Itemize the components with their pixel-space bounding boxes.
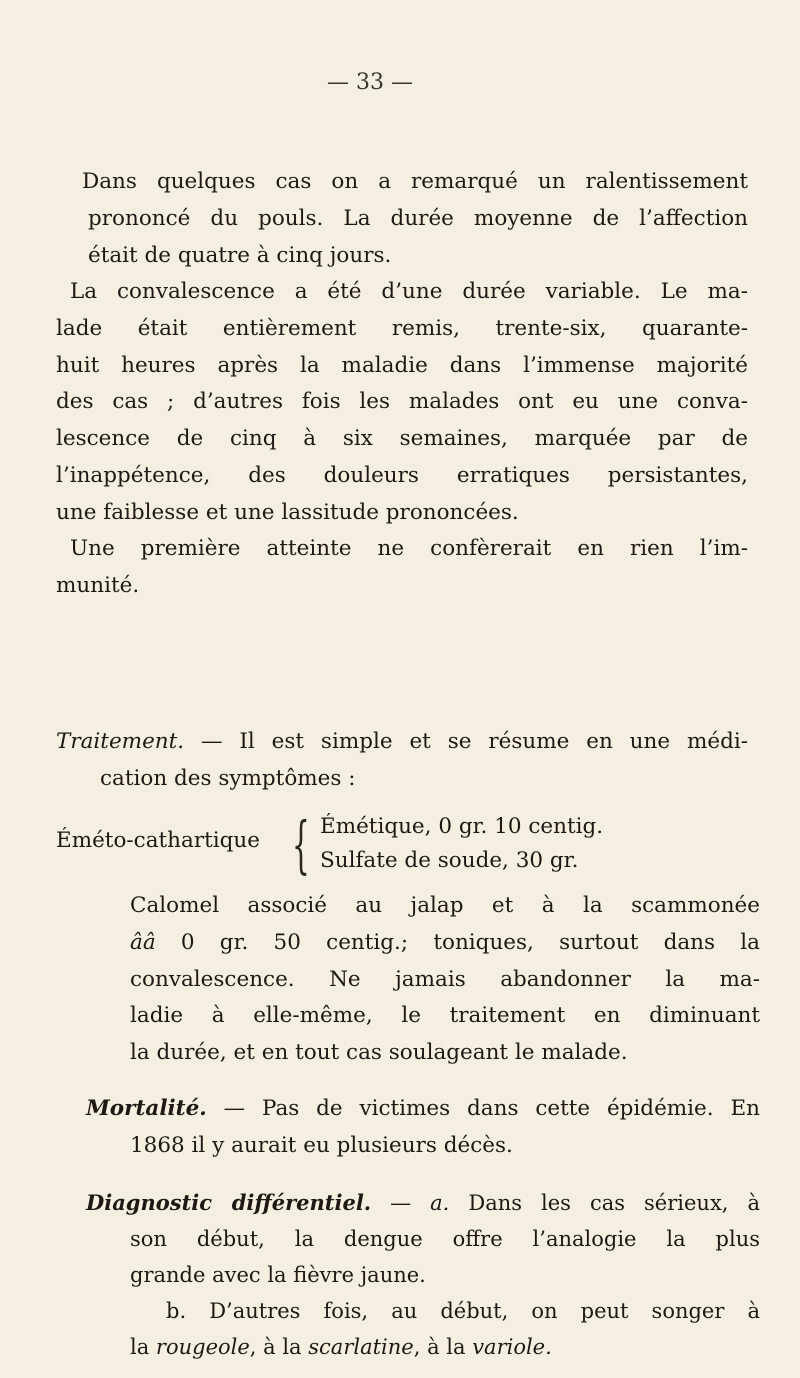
text-line: prononcé du pouls. La durée moyenne de l’affection — [88, 205, 748, 231]
drug-name: Éméto-cathartique — [56, 828, 260, 853]
text-line: b. D’autres fois, au début, on peut songer à — [166, 1299, 760, 1323]
text-line: 1868 il y aurait eu plusieurs décès. — [130, 1132, 513, 1158]
text-line: ladie à elle-même, le traitement en diminuant — [130, 1003, 760, 1029]
text-line: cation des symptômes : — [100, 765, 356, 791]
aa-abbrev: ââ — [130, 929, 156, 955]
mortalite-heading: Mortalité. — [86, 1096, 207, 1121]
text-line: convalescence. Ne jamais abandonner la ma- — [130, 966, 760, 992]
traitement-heading: Traitement. — [56, 729, 185, 754]
text-line: Diagnostic différentiel. — a. Dans les cas sérieux, à — [86, 1190, 760, 1215]
text-line: lescence de cinq à six semaines, marquée par de — [56, 426, 748, 452]
text-line: La convalescence a été d’une durée variable. Le ma- — [70, 279, 748, 304]
text-line: ââ 0 gr. 50 centig.; toniques, surtout dans la — [130, 929, 760, 955]
dose-line: Sulfate de soude, 30 gr. — [320, 848, 579, 873]
text-line: une faiblesse et une lassitude prononcées. — [56, 499, 519, 525]
text-line: Une première atteinte ne confèrerait en rien l’im- — [70, 536, 748, 561]
paragraph-calomel — [130, 888, 760, 1072]
section-mortalite — [86, 1091, 760, 1165]
paragraph-immunite — [56, 531, 748, 605]
text-line: Mortalité. — Pas de victimes dans cette épidémie. En — [86, 1096, 760, 1121]
text-line: Calomel associé au jalap et à la scammonée — [130, 893, 760, 918]
text-line: l’inappétence, des douleurs erratiques persistantes, — [56, 462, 748, 488]
text-line: la rougeole, à la scarlatine, à la variole. — [130, 1335, 552, 1359]
section-traitement — [56, 724, 748, 798]
text-line: la durée, et en tout cas soulageant le malade. — [130, 1040, 628, 1066]
text-line: munité. — [56, 572, 140, 598]
text-line: huit heures après la maladie dans l’immense majorité — [56, 352, 748, 378]
paragraph-convalescence — [56, 274, 748, 532]
text-line: lade était entièrement remis, trente-six, quarante- — [56, 315, 748, 341]
paragraph-pouls — [82, 164, 748, 274]
text-line: son début, la dengue offre l’analogie la plus — [130, 1227, 760, 1251]
section-diagnostic — [86, 1185, 760, 1365]
text-line: des cas ; d’autres fois les malades ont eu une conva- — [56, 389, 748, 415]
traitement-intro: — Il est simple et se résume en une médi- — [184, 729, 748, 754]
dose-list — [320, 810, 603, 878]
text-line — [56, 724, 748, 761]
dose-line: Émétique, 0 gr. 10 centig. — [320, 814, 604, 839]
brace-glyph: { — [292, 808, 310, 881]
diagnostic-heading: Diagnostic différentiel. — [86, 1190, 372, 1215]
prescription-block — [56, 810, 736, 882]
text-line: grande avec la fièvre jaune. — [130, 1263, 426, 1287]
text-line: était de quatre à cinq jours. — [88, 242, 392, 268]
text-line: Dans quelques cas on a remarqué un ralentissement — [82, 169, 748, 194]
page-number: — 33 — — [327, 70, 413, 95]
